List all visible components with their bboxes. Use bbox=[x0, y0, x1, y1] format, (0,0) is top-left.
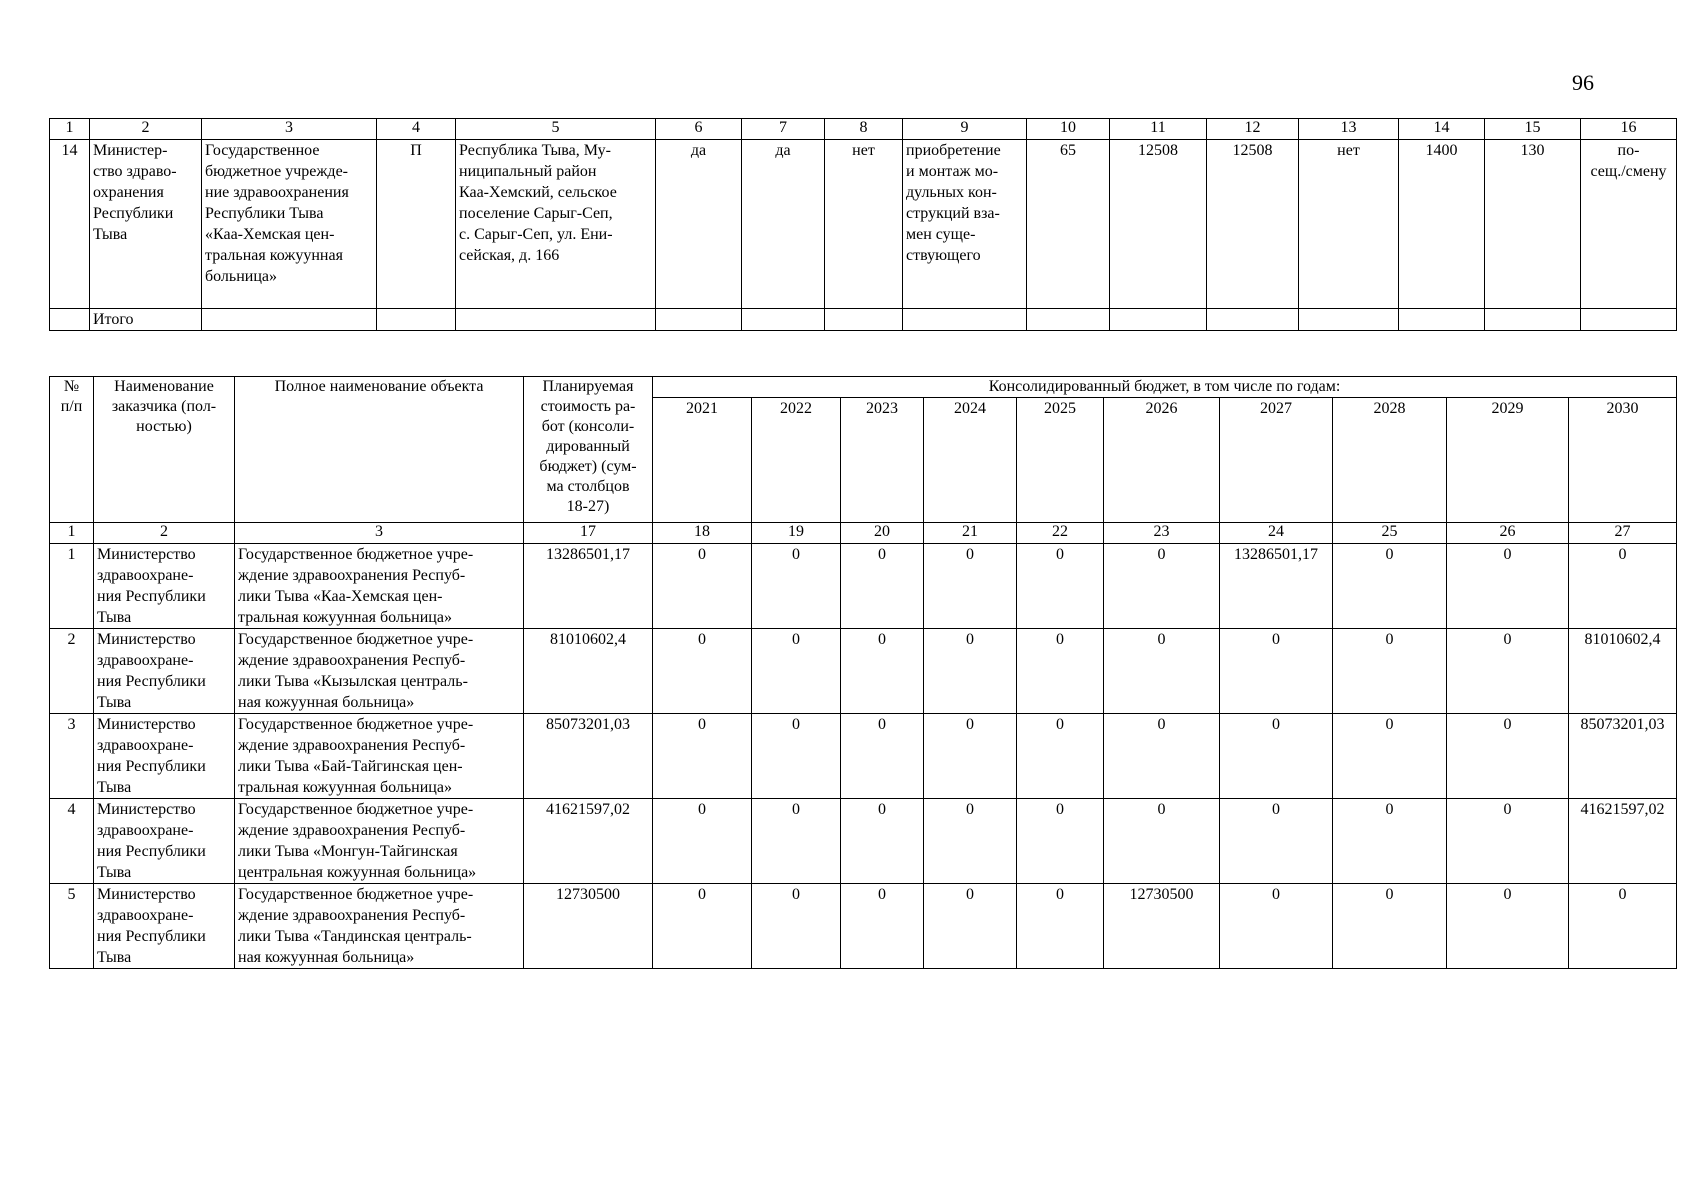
year-value: 0 bbox=[1017, 629, 1104, 714]
header-year: 2030 bbox=[1569, 398, 1677, 523]
object-name: Государственное бюджетное учре- ждение здравоохранения Респуб- лики Тыва «Тандинская централь- ная кожуунная больница» bbox=[235, 884, 524, 969]
customer-name: Министерство здравоохране- ния Республики Тыва bbox=[94, 884, 235, 969]
year-value: 0 bbox=[1333, 714, 1447, 799]
year-value: 0 bbox=[924, 544, 1017, 629]
empty-cell bbox=[1207, 309, 1299, 331]
year-value: 81010602,4 bbox=[1569, 629, 1677, 714]
column-number: 14 bbox=[1399, 119, 1485, 140]
year-value: 0 bbox=[1447, 714, 1569, 799]
header-object: Полное наименование объекта bbox=[235, 377, 524, 523]
column-number: 24 bbox=[1220, 523, 1333, 544]
header-year: 2028 bbox=[1333, 398, 1447, 523]
year-value: 12730500 bbox=[1104, 884, 1220, 969]
column-number: 2 bbox=[94, 523, 235, 544]
customer-name: Министерство здравоохране- ния Республики Тыва bbox=[94, 799, 235, 884]
year-value: 0 bbox=[1104, 629, 1220, 714]
customer-name: Министер- ство здраво- охранения Республики Тыва bbox=[90, 140, 202, 309]
year-value: 0 bbox=[752, 714, 841, 799]
header-year: 2023 bbox=[841, 398, 924, 523]
object-name: Государственное бюджетное учре- ждение здравоохранения Респуб- лики Тыва «Кызылская централь- ная кожуунная больница» bbox=[235, 629, 524, 714]
empty-cell bbox=[1110, 309, 1207, 331]
year-value: 0 bbox=[841, 544, 924, 629]
column-number: 25 bbox=[1333, 523, 1447, 544]
column-number: 11 bbox=[1110, 119, 1207, 140]
header-year: 2029 bbox=[1447, 398, 1569, 523]
empty-cell bbox=[656, 309, 742, 331]
column-number: 8 bbox=[825, 119, 903, 140]
column-number: 18 bbox=[653, 523, 752, 544]
year-value: 0 bbox=[1447, 544, 1569, 629]
column-number: 1 bbox=[50, 523, 94, 544]
cell-col-14: 1400 bbox=[1399, 140, 1485, 309]
header-year: 2026 bbox=[1104, 398, 1220, 523]
empty-cell bbox=[456, 309, 656, 331]
year-value: 0 bbox=[1220, 714, 1333, 799]
year-value: 0 bbox=[1017, 884, 1104, 969]
year-value: 0 bbox=[752, 884, 841, 969]
cell-col-8: нет bbox=[825, 140, 903, 309]
year-value: 0 bbox=[1333, 884, 1447, 969]
empty-cell bbox=[742, 309, 825, 331]
year-value: 0 bbox=[1447, 884, 1569, 969]
object-name: Государственное бюджетное учре- ждение здравоохранения Респуб- лики Тыва «Бай-Тайгинская цен- тральная кожуунная больница» bbox=[235, 714, 524, 799]
table-row bbox=[50, 884, 1677, 969]
object-address: Республика Тыва, Му- ниципальный район Каа-Хемский, сельское поселение Сарыг-Сеп, с. Сарыг-Сеп, ул. Ени- сейская, д. 166 bbox=[456, 140, 656, 309]
year-value: 0 bbox=[1220, 629, 1333, 714]
cell-col-12: 12508 bbox=[1207, 140, 1299, 309]
table-row bbox=[50, 799, 1677, 884]
empty-cell bbox=[202, 309, 377, 331]
column-number-row bbox=[50, 523, 1677, 544]
header-year: 2027 bbox=[1220, 398, 1333, 523]
column-number: 27 bbox=[1569, 523, 1677, 544]
empty-cell bbox=[903, 309, 1027, 331]
cell-col-6: да bbox=[656, 140, 742, 309]
year-value: 0 bbox=[653, 629, 752, 714]
header-customer: Наименование заказчика (пол- ностью) bbox=[94, 377, 235, 523]
year-value: 13286501,17 bbox=[1220, 544, 1333, 629]
table-row bbox=[50, 544, 1677, 629]
column-number: 21 bbox=[924, 523, 1017, 544]
year-value: 0 bbox=[1333, 544, 1447, 629]
empty-cell bbox=[1485, 309, 1581, 331]
column-number: 6 bbox=[656, 119, 742, 140]
year-value: 0 bbox=[752, 799, 841, 884]
row-number: 1 bbox=[50, 544, 94, 629]
year-value: 0 bbox=[1220, 799, 1333, 884]
empty-cell bbox=[1299, 309, 1399, 331]
table-row bbox=[50, 140, 1677, 309]
column-number: 26 bbox=[1447, 523, 1569, 544]
year-value: 0 bbox=[1017, 544, 1104, 629]
cell-col-4: П bbox=[377, 140, 456, 309]
year-value: 0 bbox=[1447, 799, 1569, 884]
row-number: 3 bbox=[50, 714, 94, 799]
column-number: 19 bbox=[752, 523, 841, 544]
year-value: 0 bbox=[924, 714, 1017, 799]
empty-cell bbox=[377, 309, 456, 331]
year-value: 0 bbox=[1333, 799, 1447, 884]
column-number: 17 bbox=[524, 523, 653, 544]
total-row bbox=[50, 309, 1677, 331]
year-value: 0 bbox=[841, 629, 924, 714]
object-name: Государственное бюджетное учрежде- ние здравоохранения Республики Тыва «Каа-Хемская цен- тральная кожуунная больница» bbox=[202, 140, 377, 309]
year-value: 0 bbox=[653, 799, 752, 884]
header-row bbox=[50, 377, 1677, 398]
customer-name: Министерство здравоохране- ния Республики Тыва bbox=[94, 714, 235, 799]
row-number: 5 bbox=[50, 884, 94, 969]
empty-cell bbox=[1399, 309, 1485, 331]
customer-name: Министерство здравоохране- ния Республики Тыва bbox=[94, 544, 235, 629]
year-value: 0 bbox=[1333, 629, 1447, 714]
year-value: 41621597,02 bbox=[1569, 799, 1677, 884]
top-table bbox=[49, 118, 1677, 331]
header-budget: Консолидированный бюджет, в том числе по годам: bbox=[653, 377, 1677, 398]
column-number: 16 bbox=[1581, 119, 1677, 140]
year-value: 0 bbox=[1104, 799, 1220, 884]
year-value: 0 bbox=[924, 629, 1017, 714]
planned-cost: 41621597,02 bbox=[524, 799, 653, 884]
column-number: 10 bbox=[1027, 119, 1110, 140]
year-value: 0 bbox=[1017, 799, 1104, 884]
column-number: 12 bbox=[1207, 119, 1299, 140]
year-value: 0 bbox=[752, 544, 841, 629]
year-value: 0 bbox=[1104, 714, 1220, 799]
header-year: 2025 bbox=[1017, 398, 1104, 523]
planned-cost: 81010602,4 bbox=[524, 629, 653, 714]
column-number: 15 bbox=[1485, 119, 1581, 140]
column-number: 13 bbox=[1299, 119, 1399, 140]
column-number: 7 bbox=[742, 119, 825, 140]
column-number: 22 bbox=[1017, 523, 1104, 544]
column-number: 4 bbox=[377, 119, 456, 140]
year-value: 0 bbox=[1569, 544, 1677, 629]
header-year: 2021 bbox=[653, 398, 752, 523]
year-value: 0 bbox=[653, 544, 752, 629]
planned-cost: 12730500 bbox=[524, 884, 653, 969]
header-cost: Планируемая стоимость ра- бот (консоли- дированный бюджет) (сум- ма столбцов 18-27) bbox=[524, 377, 653, 523]
cell-col-13: нет bbox=[1299, 140, 1399, 309]
column-number: 5 bbox=[456, 119, 656, 140]
table-row bbox=[50, 629, 1677, 714]
column-number: 3 bbox=[202, 119, 377, 140]
row-number: 2 bbox=[50, 629, 94, 714]
table-row bbox=[50, 714, 1677, 799]
column-number: 9 bbox=[903, 119, 1027, 140]
row-number: 4 bbox=[50, 799, 94, 884]
year-value: 0 bbox=[1104, 544, 1220, 629]
year-value: 0 bbox=[1447, 629, 1569, 714]
year-value: 0 bbox=[1220, 884, 1333, 969]
column-number: 1 bbox=[50, 119, 90, 140]
year-value: 0 bbox=[924, 799, 1017, 884]
empty-cell bbox=[1027, 309, 1110, 331]
year-value: 0 bbox=[752, 629, 841, 714]
year-value: 0 bbox=[841, 714, 924, 799]
year-value: 0 bbox=[841, 799, 924, 884]
header-year: 2024 bbox=[924, 398, 1017, 523]
cell-col-7: да bbox=[742, 140, 825, 309]
cell-col-11: 12508 bbox=[1110, 140, 1207, 309]
year-value: 85073201,03 bbox=[1569, 714, 1677, 799]
budget-table bbox=[49, 376, 1677, 969]
empty-cell bbox=[50, 309, 90, 331]
object-name: Государственное бюджетное учре- ждение здравоохранения Респуб- лики Тыва «Монгун-Тайгинская центральная кожуунная больница» bbox=[235, 799, 524, 884]
column-number-row bbox=[50, 119, 1677, 140]
column-number: 2 bbox=[90, 119, 202, 140]
cell-col-15: 130 bbox=[1485, 140, 1581, 309]
header-year: 2022 bbox=[752, 398, 841, 523]
cell-col-16: по- сещ./смену bbox=[1581, 140, 1677, 309]
planned-cost: 13286501,17 bbox=[524, 544, 653, 629]
year-value: 0 bbox=[653, 884, 752, 969]
page-number: 96 bbox=[1572, 70, 1594, 95]
row-number: 14 bbox=[50, 140, 90, 309]
object-name: Государственное бюджетное учре- ждение здравоохранения Респуб- лики Тыва «Каа-Хемская цен- тральная кожуунная больница» bbox=[235, 544, 524, 629]
total-label: Итого bbox=[90, 309, 202, 331]
year-value: 0 bbox=[1569, 884, 1677, 969]
year-value: 0 bbox=[653, 714, 752, 799]
column-number: 20 bbox=[841, 523, 924, 544]
year-value: 0 bbox=[924, 884, 1017, 969]
cell-col-9: приобретение и монтаж мо- дульных кон- струкций вза- мен суще- ствующего bbox=[903, 140, 1027, 309]
header-row-number: № п/п bbox=[50, 377, 94, 523]
cell-col-10: 65 bbox=[1027, 140, 1110, 309]
year-value: 0 bbox=[841, 884, 924, 969]
year-value: 0 bbox=[1017, 714, 1104, 799]
column-number: 3 bbox=[235, 523, 524, 544]
column-number: 23 bbox=[1104, 523, 1220, 544]
planned-cost: 85073201,03 bbox=[524, 714, 653, 799]
customer-name: Министерство здравоохране- ния Республики Тыва bbox=[94, 629, 235, 714]
empty-cell bbox=[1581, 309, 1677, 331]
empty-cell bbox=[825, 309, 903, 331]
